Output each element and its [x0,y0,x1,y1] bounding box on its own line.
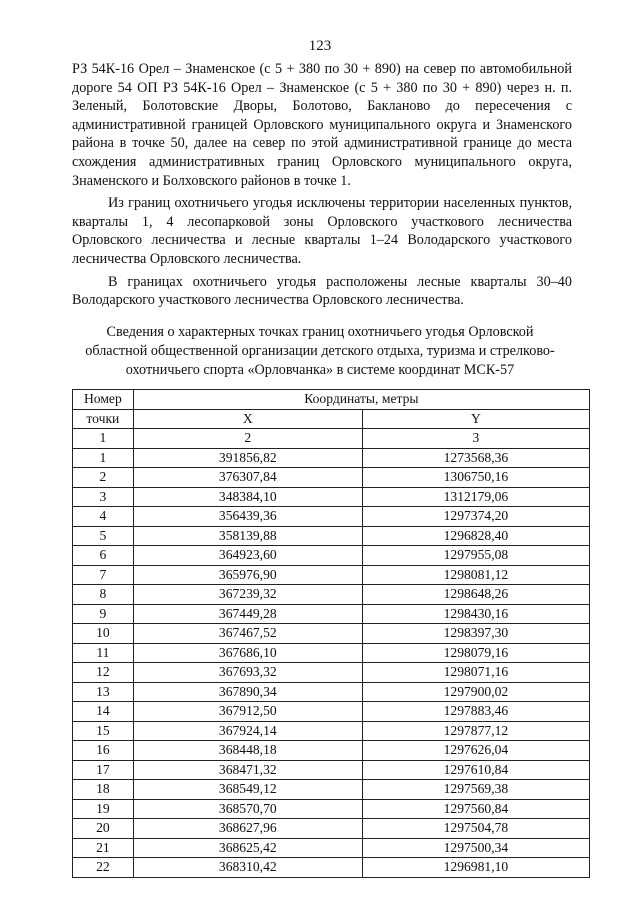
table-heading [60,323,580,380]
x-coordinate-cell: 367693,32 [133,663,362,683]
y-coordinate-cell: 1297610,84 [362,760,589,780]
point-number-cell: 9 [73,604,134,624]
point-number-cell: 18 [73,780,134,800]
table-row [73,624,590,644]
point-number-cell: 4 [73,507,134,527]
header-x: X [133,409,362,429]
coordinates-table [72,389,590,878]
x-coordinate-cell: 391856,82 [133,448,362,468]
x-coordinate-cell: 368310,42 [133,858,362,878]
y-coordinate-cell: 1298079,16 [362,643,589,663]
point-number-cell: 22 [73,858,134,878]
header-y: Y [362,409,589,429]
paragraph-forest-quarters: В границах охотничьего угодья расположены лесные кварталы 30–40 Володарского участкового лесничества Орловского лесничества. [72,273,572,309]
x-coordinate-cell: 365976,90 [133,565,362,585]
y-coordinate-cell: 1297955,08 [362,546,589,566]
point-number-cell: 5 [73,526,134,546]
table-row [73,643,590,663]
table-row [73,468,590,488]
point-number-cell: 10 [73,624,134,644]
point-number-cell: 12 [73,663,134,683]
table-heading-line-3: охотничьего спорта «Орловчанка» в системе координат МСК-57 [125,362,515,378]
x-coordinate-cell: 348384,10 [133,487,362,507]
x-coordinate-cell: 368448,18 [133,741,362,761]
x-coordinate-cell: 367924,14 [133,721,362,741]
column-number-3: 3 [362,429,589,449]
x-coordinate-cell: 368627,96 [133,819,362,839]
table-row [73,448,590,468]
point-number-cell: 3 [73,487,134,507]
y-coordinate-cell: 1296981,10 [362,858,589,878]
y-coordinate-cell: 1297500,34 [362,838,589,858]
x-coordinate-cell: 367449,28 [133,604,362,624]
y-coordinate-cell: 1298648,26 [362,585,589,605]
x-coordinate-cell: 358139,88 [133,526,362,546]
x-coordinate-cell: 367890,34 [133,682,362,702]
table-row [73,760,590,780]
point-number-cell: 15 [73,721,134,741]
header-point-number-line-1: Номер [73,390,134,410]
header-coordinates: Координаты, метры [133,390,589,410]
paragraph-boundary-description: РЗ 54К-16 Орел – Знаменское (с 5 + 380 по 30 + 890) на север по автомобильной дороге 54 ОП РЗ 54К-16 Орел – Знаменское (с 5 + 380 по 30 + 890) через н. п. Зеленый, Болотовские Дворы, Болотово, Бакланово до пересечения с административной границей Орловского муниципального округа и Знаменского района в точке 50, далее на север по этой административной границе до места схождения административных границ Орловского муниципального округа, Знаменского и Болховского районов в точке 1. [72,61,572,189]
table-row [73,585,590,605]
x-coordinate-cell: 367912,50 [133,702,362,722]
y-coordinate-cell: 1306750,16 [362,468,589,488]
point-number-cell: 8 [73,585,134,605]
x-coordinate-cell: 367239,32 [133,585,362,605]
point-number-cell: 6 [73,546,134,566]
y-coordinate-cell: 1298397,30 [362,624,589,644]
y-coordinate-cell: 1297560,84 [362,799,589,819]
column-number-2: 2 [133,429,362,449]
y-coordinate-cell: 1297900,02 [362,682,589,702]
table-row [73,819,590,839]
point-number-cell: 13 [73,682,134,702]
point-number-cell: 21 [73,838,134,858]
page-number: 123 [308,38,332,54]
point-number-cell: 7 [73,565,134,585]
table-row [73,546,590,566]
y-coordinate-cell: 1298430,16 [362,604,589,624]
x-coordinate-cell: 368471,32 [133,760,362,780]
x-coordinate-cell: 368570,70 [133,799,362,819]
header-point-number-line-2: точки [73,409,134,429]
table-row [73,604,590,624]
table-row [73,799,590,819]
table-row [73,663,590,683]
point-number-cell: 14 [73,702,134,722]
column-number-1: 1 [73,429,134,449]
table-heading-line-1: Сведения о характерных точках границ охотничьего угодья Орловской [106,324,534,340]
point-number-cell: 2 [73,468,134,488]
y-coordinate-cell: 1297504,78 [362,819,589,839]
y-coordinate-cell: 1297883,46 [362,702,589,722]
table-row [73,780,590,800]
y-coordinate-cell: 1296828,40 [362,526,589,546]
y-coordinate-cell: 1312179,06 [362,487,589,507]
table-row [73,487,590,507]
body-text [72,60,572,310]
x-coordinate-cell: 367467,52 [133,624,362,644]
y-coordinate-cell: 1297374,20 [362,507,589,527]
point-number-cell: 16 [73,741,134,761]
point-number-cell: 20 [73,819,134,839]
paragraph-exclusions: Из границ охотничьего угодья исключены территории населенных пунктов, кварталы 1, 4 лесопарковой зоны Орловского участкового лесничества Орловского лесничества и лесные кварталы 1–24 Володарского участкового лесничества Орловского лесничества. [72,195,572,267]
y-coordinate-cell: 1298071,16 [362,663,589,683]
x-coordinate-cell: 368549,12 [133,780,362,800]
coordinates-table-body [73,448,590,877]
table-row [73,858,590,878]
table-row [73,741,590,761]
table-row [73,721,590,741]
table-row [73,565,590,585]
table-row [73,507,590,527]
table-row [73,682,590,702]
y-coordinate-cell: 1297877,12 [362,721,589,741]
y-coordinate-cell: 1297569,38 [362,780,589,800]
point-number-cell: 17 [73,760,134,780]
y-coordinate-cell: 1297626,04 [362,741,589,761]
table-heading-line-2: областной общественной организации детского отдыха, туризма и стрелково- [85,343,555,359]
x-coordinate-cell: 367686,10 [133,643,362,663]
table-row [73,702,590,722]
y-coordinate-cell: 1273568,36 [362,448,589,468]
point-number-cell: 11 [73,643,134,663]
x-coordinate-cell: 364923,60 [133,546,362,566]
x-coordinate-cell: 356439,36 [133,507,362,527]
y-coordinate-cell: 1298081,12 [362,565,589,585]
point-number-cell: 1 [73,448,134,468]
point-number-cell: 19 [73,799,134,819]
table-row [73,526,590,546]
table-row [73,838,590,858]
x-coordinate-cell: 368625,42 [133,838,362,858]
x-coordinate-cell: 376307,84 [133,468,362,488]
